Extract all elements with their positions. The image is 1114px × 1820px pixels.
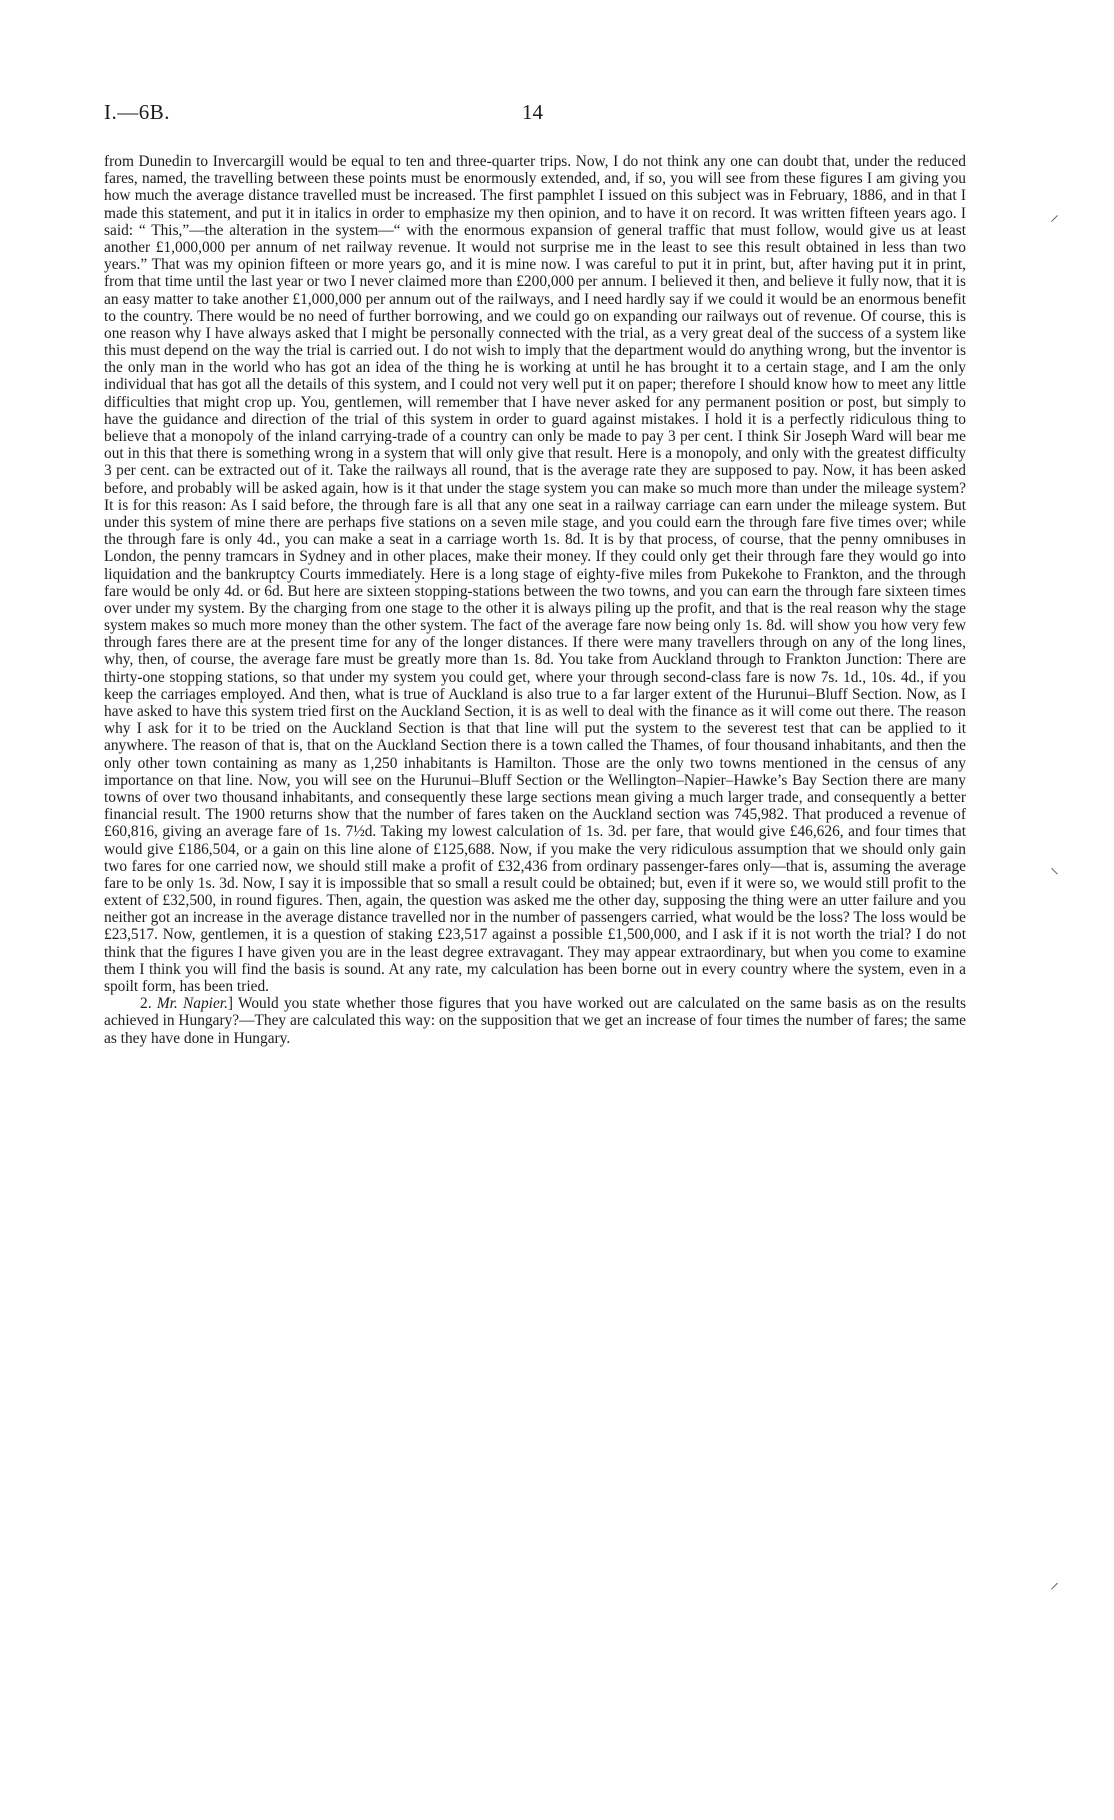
- page-number: 14: [522, 100, 543, 124]
- paragraph-question: [104, 995, 966, 1047]
- margin-tick-mark: ⸍: [1050, 212, 1059, 233]
- document-reference: I.—6B.: [104, 100, 170, 124]
- margin-tick-mark: ⸜: [1050, 857, 1059, 878]
- margin-tick-mark: ⸝: [1050, 1572, 1059, 1593]
- question-text: ] Would you state whether those figures that you have worked out are calculated on the same basis as on the results achieved in Hungary?—They are calculated this way: on the supposition that we get an increase of four times the number of fares; the same as they have done in Hungary.: [104, 995, 966, 1047]
- paragraph-evidence: from Dunedin to Invercargill would be equal to ten and three-quarter trips. Now, I do not think any one can doubt that, under the reduced fares, named, the travelling between these points must be enormously extended, and, if so, you will see from these figures I am giving you how much the average distance travelled must be increased. The first pamphlet I issued on this subject was in February, 1886, and in that I made this statement, and put it in italics in order to emphasize my then opinion, and to have it on record. It was written fifteen years ago. I said: “ This,”—the alteration in the system—“ with the enormous expansion of general traffic that must follow, would give us at least another £1,000,000 per annum of net railway revenue. It would not surprise me in the least to see this result obtained in less than two years.” That was my opinion fifteen or more years go, and it is mine now. I was careful to put it in print, but, after having put it in print, from that time until the last year or two I never claimed more than £200,000 per annum. I believed it then, and believe it fully now, that it is an easy matter to take another £1,000,000 per annum out of the railways, and I need hardly say if we could it would be an enormous benefit to the country. There would be no need of further borrowing, and we could go on expanding our railways out of revenue. Of course, this is one reason why I have always asked that I might be personally connected with the trial, as a very great deal of the success of a system like this must depend on the way the trial is carried out. I do not wish to imply that the department would do anything wrong, but the inventor is the only man in the world who has got an idea of the thing he is working at until he has brought it to a certain stage, and I am the only individual that has got all the details of this system, and I could not very well put it on paper; therefore I should know how to meet any little difficulties that might crop up. You, gentlemen, will remember that I have never asked for any permanent position or post, but simply to have the guidance and direction of the trial of this system in order to guard against mistakes. I hold it is a perfectly ridiculous thing to believe that a monopoly of the inland carrying-trade of a country can only be made to pay 3 per cent. I think Sir Joseph Ward will bear me out in this that there is something wrong in a system that will only give that result. Here is a monopoly, and only with the greatest difficulty 3 per cent. can be extracted out of it. Take the railways all round, that is the average rate they are supposed to pay. Now, it has been asked before, and probably will be asked again, how is it that under the stage system you can make so much more than under the mileage system? It is for this reason: As I said before, the through fare is all that any one seat in a railway carriage can earn under the mileage system. But under this system of mine there are perhaps five stations on a seven mile stage, and you could earn the through fare five times over; while the through fare is only 4d., you can make a seat in a carriage worth 1s. 8d. It is by that process, of course, that the penny omnibuses in London, the penny tramcars in Sydney and in other places, make their money. If they could only get their through fare they would go into liquidation and the bankruptcy Courts immediately. Here is a long stage of eighty-five miles from Pukekohe to Frankton, and the through fare would be only 4d. or 6d. But here are sixteen stopping-stations between the two towns, and you can earn the through fare sixteen times over under my system. By the charging from one stage to the other it is always piling up the profit, and that is the real reason why the stage system makes so much more money than the other system. The fact of the average fare now being only 1s. 8d. will show you how very few through fares there are at the present time for any of the longer distances. If there were many travellers through on any of the long lines, why, then, of course, the average fare must be greatly more than 1s. 8d. You take from Auckland through to Frankton Junction: There are thirty-one stopping stations, so that under my system you could get, where your through second-class fare is now 7s. 1d., 10s. 4d., if you keep the carriages employed. And then, what is true of Auckland is also true to a far larger extent of the Hurunui–Bluff Section. Now, as I have asked to have this system tried first on the Auckland Section, it is as well to deal with the finance as it will come out there. The reason why I ask for it to be tried on the Auckland Section is that that line will put the system to the severest test that can be applied to it anywhere. The reason of that is, that on the Auckland Section there is a town called the Thames, of four thousand inhabitants, and then the only other town containing as many as 1,250 inhabitants is Hamilton. Those are the only two towns mentioned in the census of any importance on that line. Now, you will see on the Hurunui–Bluff Section or the Wellington–Napier–Hawke’s Bay Section there are many towns of over two thousand inhabitants, and consequently these large sections mean giving a much larger trade, and consequently a better financial result. The 1900 returns show that the number of fares taken on the Auckland section was 745,982. That produced a revenue of £60,816, giving an average fare of 1s. 7½d. Taking my lowest calculation of 1s. 3d. per fare, that would give £46,626, and four times that would give £186,504, or a gain on this line alone of £125,688. Now, if you make the very ridiculous assumption that we should only gain two fares for one carried now, we should still make a profit of £32,436 from ordinary passenger-fares only—that is, assuming the average fare to be only 1s. 3d. Now, I say it is impossible that so small a result could be obtained; but, even if it were so, we would still profit to the extent of £32,500, in round figures. Then, again, the question was asked me the other day, supposing the thing were an utter failure and you neither got an increase in the average distance travelled nor in the number of passengers carried, what would be the loss? The loss would be £23,517. Now, gentlemen, it is a question of staking £23,517 against a possible £1,500,000, and I ask if it is not worth the trial? I do not think that the figures I have given you are in the least degree extravagant. They may appear extraordinary, but when you come to examine them I think you will find the basis is sound. At any rate, my calculation has been borne out in every country where the system, even in a spoilt form, has been tried.: [104, 153, 966, 995]
- body-text: [104, 153, 966, 1047]
- question-number: 2.: [140, 995, 152, 1013]
- question-speaker: Mr. Napier.: [156, 995, 228, 1013]
- page-header: [104, 100, 934, 130]
